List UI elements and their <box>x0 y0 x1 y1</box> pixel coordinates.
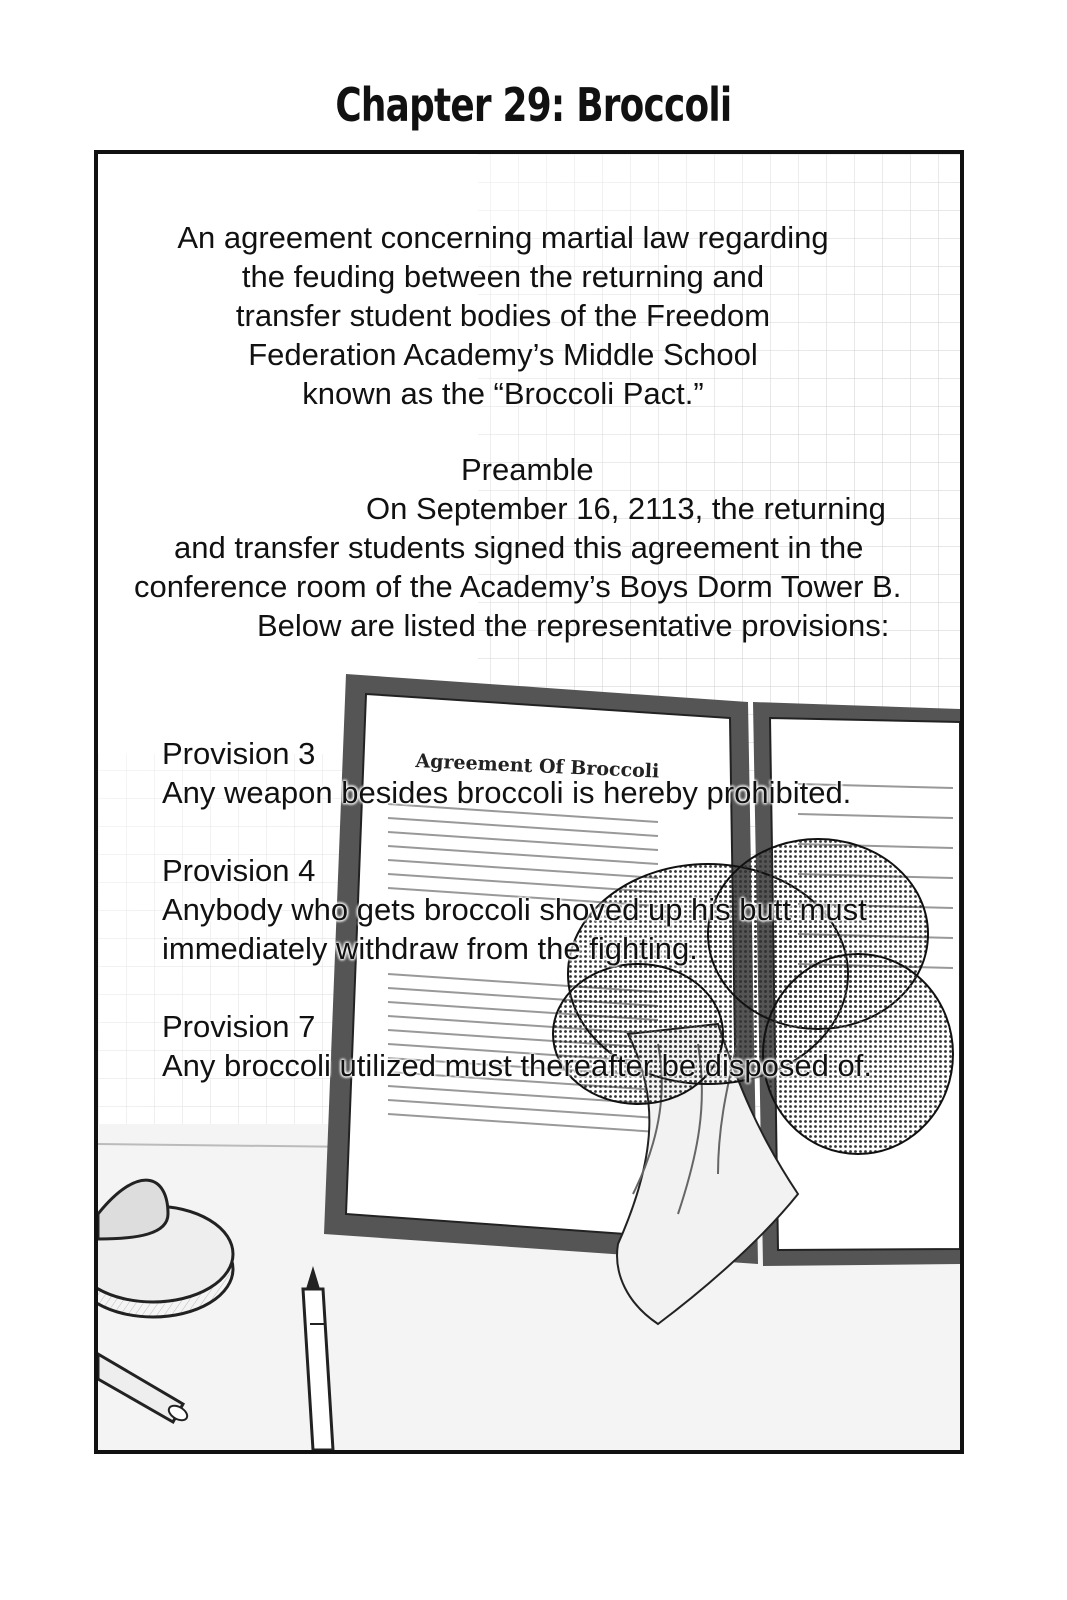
manga-panel <box>94 150 964 1454</box>
provision-4-text: immediately withdraw from the fighting. <box>162 931 698 966</box>
intro-line: the feuding between the returning and <box>241 259 765 294</box>
chapter-title: Chapter 29: Broccoli <box>335 78 732 132</box>
provision-4-heading: Provision 4 <box>162 853 316 888</box>
intro-line: Federation Academy’s Middle School <box>248 337 758 372</box>
intro-paragraph <box>98 218 908 413</box>
preamble-line: and transfer students signed this agreement in the <box>174 530 864 565</box>
intro-line: known as the “Broccoli Pact.” <box>302 376 704 411</box>
provision-4-text: Anybody who gets broccoli shoved up his butt must <box>162 892 867 927</box>
preamble-line: Below are listed the representative provisions: <box>257 608 890 643</box>
preamble-line: conference room of the Academy’s Boys Dorm Tower B. <box>134 569 902 604</box>
intro-line: transfer student bodies of the Freedom <box>235 298 771 333</box>
preamble-line: On September 16, 2113, the returning <box>366 491 886 526</box>
preamble-heading: Preamble <box>461 452 594 487</box>
document-title: Agreement Of Broccoli <box>415 750 660 783</box>
provision-3-text: Any weapon besides broccoli is hereby prohibited. <box>162 775 852 810</box>
provision-3-heading: Provision 3 <box>162 736 316 771</box>
provision-7-heading: Provision 7 <box>162 1009 316 1044</box>
provision-7-text: Any broccoli utilized must thereafter be disposed of. <box>162 1048 872 1083</box>
intro-line: An agreement concerning martial law regarding <box>177 220 829 255</box>
